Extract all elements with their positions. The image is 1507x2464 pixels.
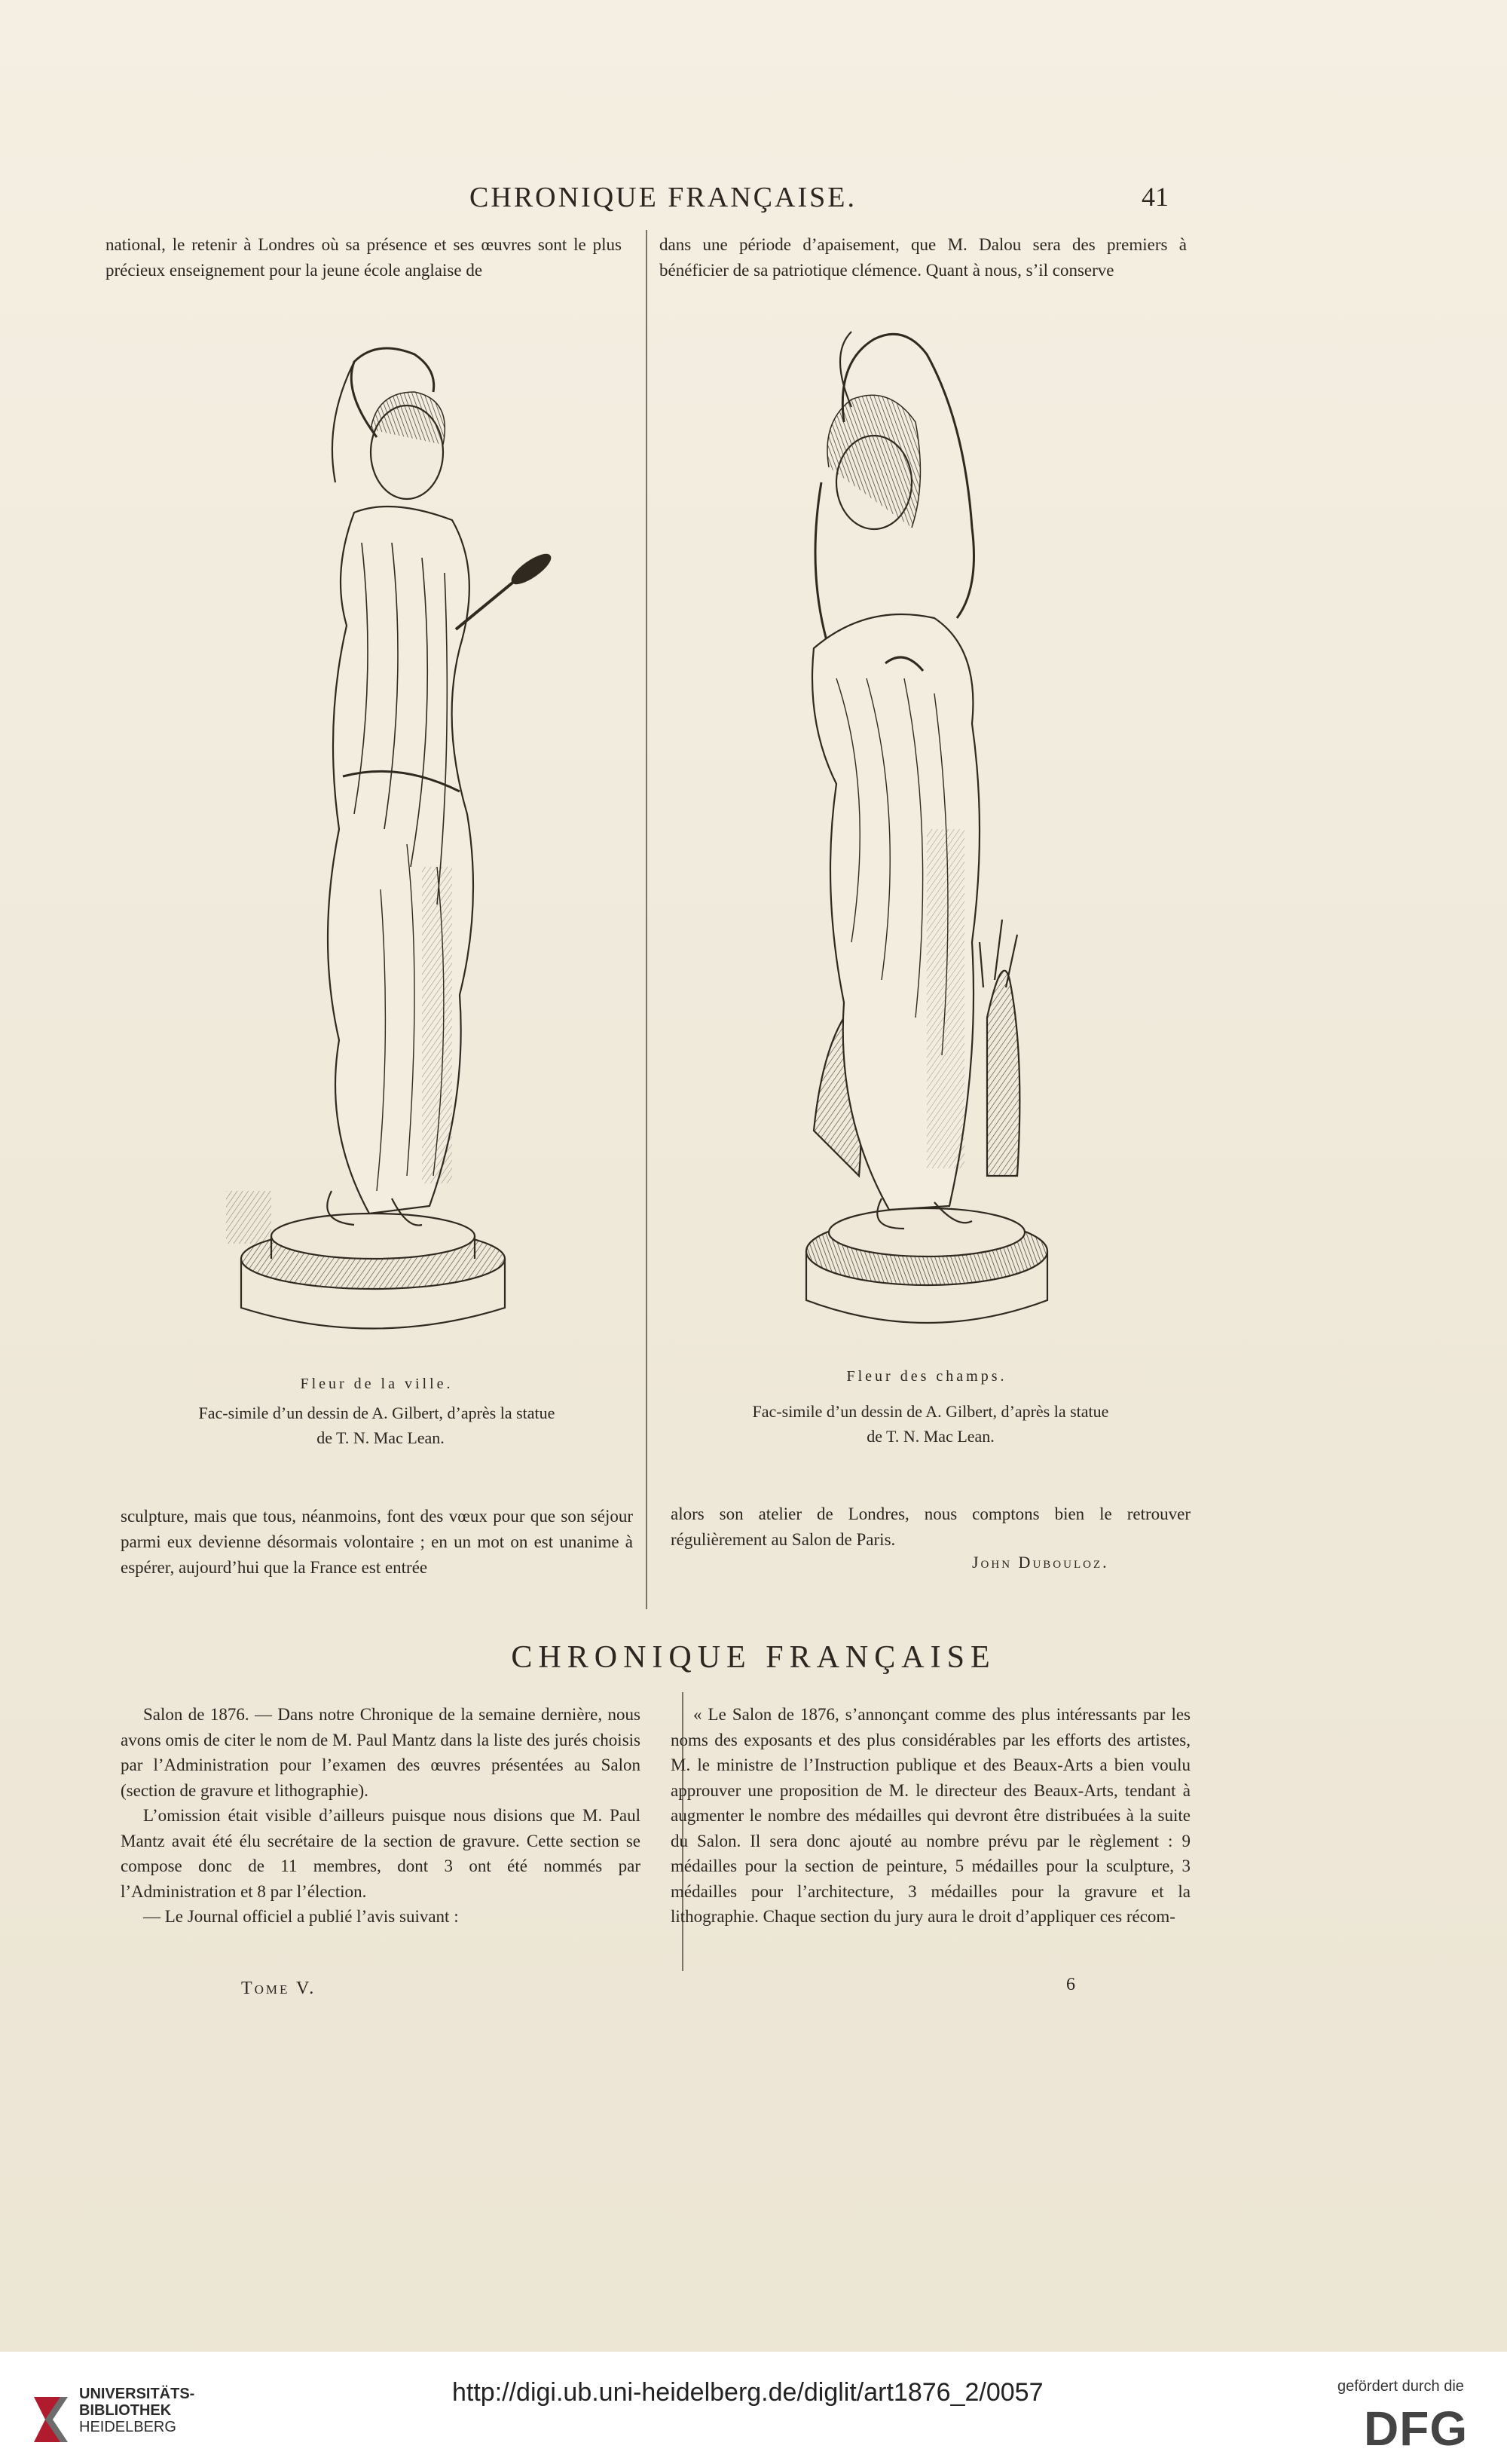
left-statue-figure [226,348,554,1329]
library-line-1: UNIVERSITÄTS- [79,2386,195,2402]
journal-paragraph: — Le Journal officiel a publié l’avis suivant : [143,1907,459,1926]
footer-bar [0,2352,1507,2464]
library-line-2: BIBLIOTHEK [79,2402,172,2419]
left-figure-credit: Fac-simile d’un dessin de A. Gilbert, d’après la statue [198,1403,555,1422]
left-figure-title: Fleur de la ville. [300,1376,454,1392]
digital-copy-link[interactable]: http://digi.ub.uni-heidelberg.de/diglit/art1876_2/0057 [452,2378,1044,2407]
right-figure-artist: de T. N. Mac Lean. [867,1427,995,1446]
funding-label: gefördert durch die [1337,2378,1464,2395]
author-signature: John Dubouloz. [972,1553,1109,1572]
library-name [79,2386,194,2435]
tome-label: Tome V. [241,1979,316,1998]
right-figure-title: Fleur des champs. [846,1368,1007,1385]
library-logo-icon [30,2389,72,2450]
middle-left-paragraph: sculpture, mais que tous, néanmoins, font des vœux pour que son séjour parmi eux devienne désormais volontaire ; en un mot on est unanime à espérer, aujourd’hui que la France est entrée [121,1507,633,1577]
dfg-logo: DFG [1364,2401,1469,2456]
top-right-paragraph: dans une période d’apaisement, que M. Dalou sera des premiers à bénéficier de sa patriotique clémence. Quant à nous, s’il conserve [659,235,1187,280]
right-statue-figure [806,332,1047,1323]
running-head: CHRONIQUE FRANÇAISE. [469,182,857,213]
section-left-column [121,1702,640,1930]
right-figure-credit: Fac-simile d’un dessin de A. Gilbert, d’après la statue [752,1402,1109,1421]
page-number: 41 [1142,182,1169,212]
top-left-paragraph: national, le retenir à Londres où sa présence et ses œuvres sont le plus précieux enseignement pour la jeune école anglaise de [105,235,622,280]
official-notice-paragraph: « Le Salon de 1876, s’annonçant comme des plus intéressants par les noms des exposants et des plus considérables par les efforts des artistes, M. le ministre de l’Instruction publique et des Beaux-Arts a bien voulu approuver une proposition de M. le directeur des Beaux-Arts, tendant à augmenter le nombre des médailles qui devront être distribuées à la suite du Salon. Il sera donc ajouté au nombre prévu par le règlement : 9 médailles pour la section de peinture, 5 médailles pour la sculpture, 3 médailles pour l’architecture, 3 médailles pour la gravure et la lithographie. Chaque section du jury aura le droit d’appliquer ces récom- [671,1705,1191,1926]
signature-mark: 6 [1066,1975,1075,1994]
middle-right-paragraph: alors son atelier de Londres, nous comptons bien le retrouver régulièrement au Salon de Paris. [671,1504,1191,1549]
left-figure-artist: de T. N. Mac Lean. [316,1428,445,1447]
library-line-3: HEIDELBERG [79,2419,176,2435]
section-title: CHRONIQUE FRANÇAISE [511,1640,996,1675]
section-right-column [671,1702,1191,1930]
salon-paragraph: Salon de 1876. — Dans notre Chronique de la semaine dernière, nous avons omis de citer le nom de M. Paul Mantz dans la liste des jurés choisis par l’Administration pour l’examen des œuvres présentées au Salon (section de gravure et lithographie). [121,1705,640,1800]
omission-paragraph: L’omission était visible d’ailleurs puisque nous disions que M. Paul Mantz avait été élu secrétaire de la section de gravure. Cette section se compose donc de 11 membres, dont 3 ont été nommés par l’Administration et 8 par l’élection. [121,1806,640,1901]
